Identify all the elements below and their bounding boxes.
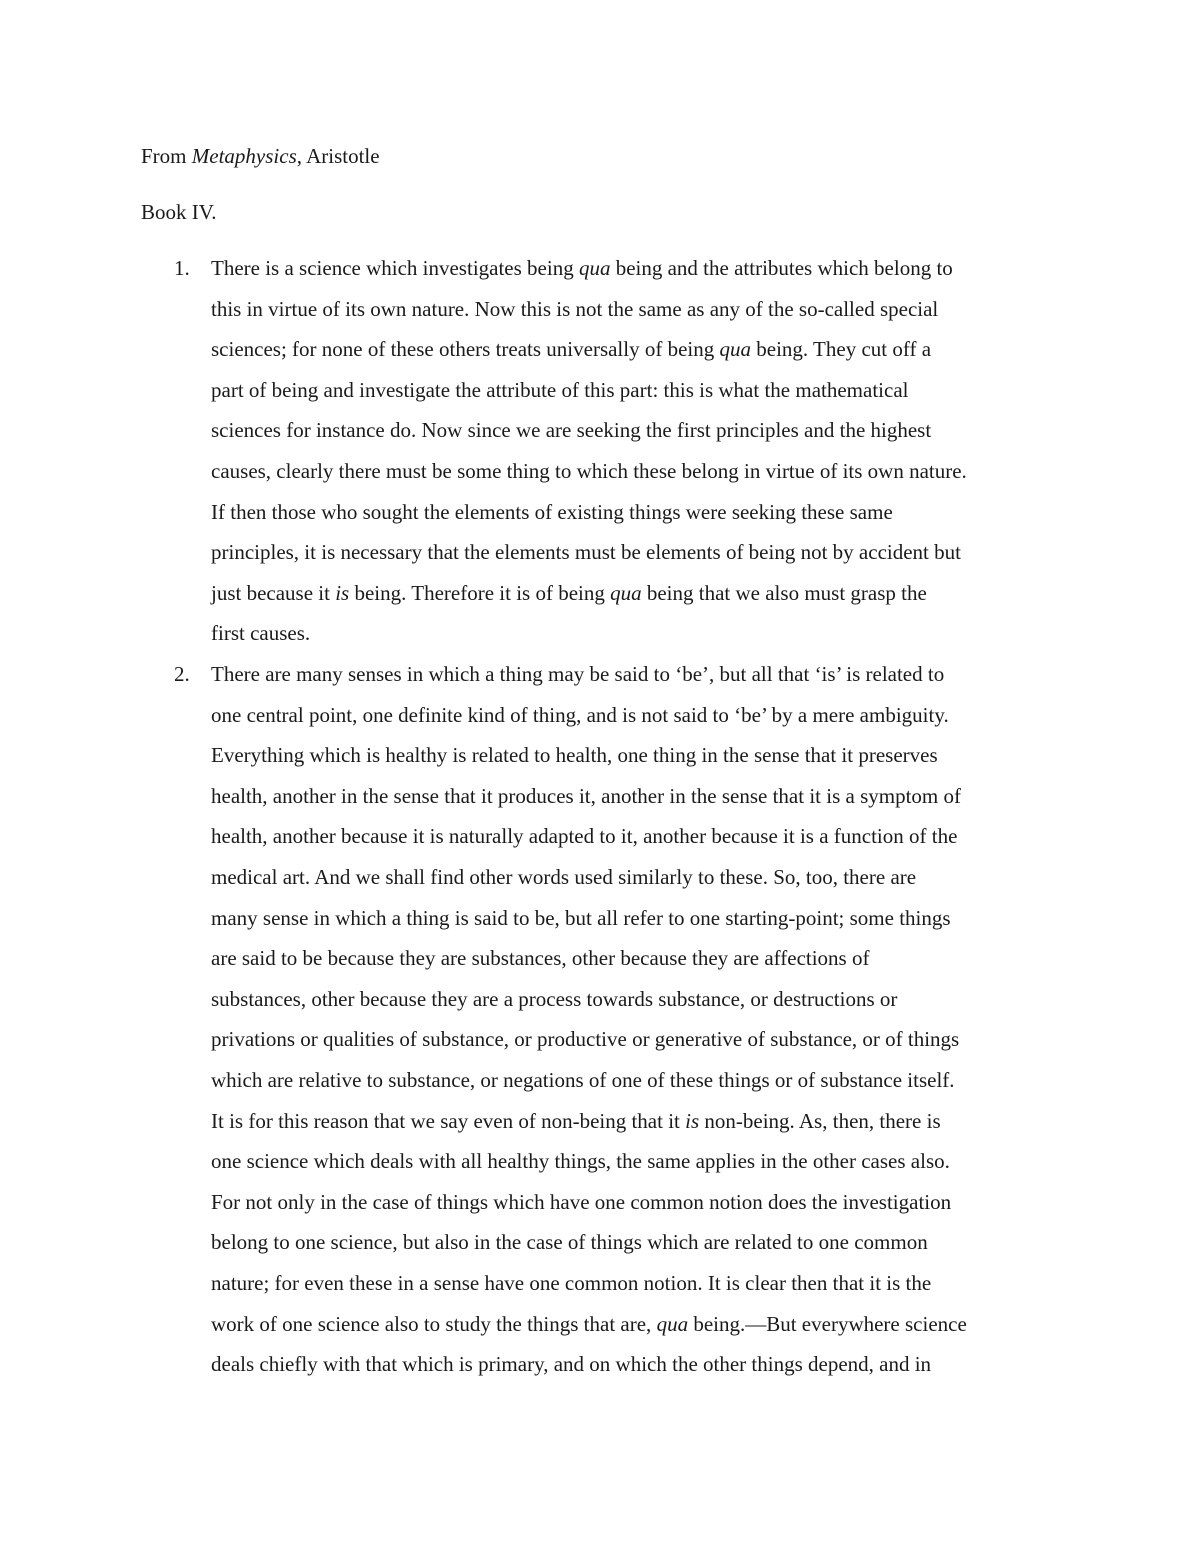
paragraph-line	[211, 1312, 967, 1336]
title-suffix: , Aristotle	[296, 144, 380, 168]
text-run: many sense in which a thing is said to be, but all refer to one starting-point; some things	[211, 905, 951, 930]
text-run: sciences for instance do. Now since we are seeking the first principles and the highest	[211, 418, 932, 443]
list-item-number: 2.	[174, 662, 190, 686]
text-run: non-being. As, then, there is	[699, 1108, 941, 1133]
document-title	[141, 144, 380, 168]
text-run: health, another in the sense that it produces it, another in the sense that it is a symptom of	[211, 783, 961, 808]
paragraph-line	[211, 297, 938, 321]
paragraph-line	[211, 743, 938, 767]
text-run: one central point, one definite kind of thing, and is not said to ‘be’ by a mere ambiguity.	[211, 702, 949, 727]
paragraph-line	[211, 621, 310, 645]
text-run: There is a science which investigates being	[211, 256, 579, 280]
paragraph-line	[211, 1068, 955, 1092]
text-run: causes, clearly there must be some thing to which these belong in virtue of its own nature.	[211, 459, 967, 483]
book-heading: Book IV.	[141, 200, 217, 224]
text-run: health, another because it is naturally adapted to it, another because it is a function of the	[211, 824, 958, 849]
paragraph-line	[211, 824, 957, 848]
text-run: which are relative to substance, or negations of one of these things or of substance itself.	[211, 1068, 955, 1092]
text-run: It is for this reason that we say even of non-being that it	[211, 1108, 686, 1133]
text-run: just because it	[211, 580, 336, 605]
paragraph-line	[211, 1190, 951, 1214]
text-run: belong to one science, but also in the case of things which are related to one common	[211, 1230, 928, 1255]
italic-text: is	[335, 580, 350, 605]
text-run: sciences; for none of these others treats universally of being	[211, 337, 720, 362]
text-run: medical art. And we shall find other words used similarly to these. So, too, there are	[211, 865, 917, 889]
paragraph-line	[211, 500, 893, 524]
paragraph-line	[211, 1230, 928, 1254]
text-run: work of one science also to study the things that are,	[211, 1311, 657, 1336]
text-run: this in virtue of its own nature. Now this is not the same as any of the so-called special	[211, 296, 939, 321]
text-run: being.—But everywhere science	[688, 1311, 967, 1336]
text-run: There are many senses in which a thing may be said to ‘be’, but all that ‘is’ is related to	[211, 662, 945, 686]
text-run: being. They cut off a	[751, 337, 932, 362]
text-run: being and the attributes which belong to	[610, 256, 953, 280]
paragraph-line	[211, 337, 931, 361]
paragraph-line	[211, 256, 953, 280]
paragraph-line	[211, 581, 927, 605]
text-run: part of being and investigate the attribute of this part: this is what the mathematical	[211, 377, 909, 402]
text-run: deals chiefly with that which is primary, and on which the other things depend, and in	[211, 1352, 932, 1377]
paragraph-line	[211, 906, 951, 930]
paragraph-line	[211, 987, 897, 1011]
paragraph-line	[211, 703, 949, 727]
text-run: substances, other because they are a process towards substance, or destructions or	[211, 986, 898, 1011]
paragraph-line	[211, 662, 944, 686]
paragraph-line	[211, 1109, 941, 1133]
text-run: one science which deals with all healthy things, the same applies in the other cases also.	[211, 1149, 950, 1174]
title-prefix: From	[141, 144, 192, 168]
text-run: If then those who sought the elements of existing things were seeking these same	[211, 499, 893, 524]
text-run: principles, it is necessary that the elements must be elements of being not by accident but	[211, 540, 961, 565]
paragraph-line	[211, 1027, 959, 1051]
paragraph-line	[211, 540, 961, 564]
list-item-number: 1.	[174, 256, 190, 280]
italic-text: qua	[656, 1311, 689, 1336]
text-run: For not only in the case of things which have one common notion does the investigation	[211, 1189, 952, 1214]
text-run: Everything which is healthy is related to health, one thing in the sense that it preserves	[211, 743, 938, 768]
paragraph-line	[211, 459, 967, 483]
paragraph-line	[211, 784, 961, 808]
paragraph-line	[211, 378, 908, 402]
paragraph-line	[211, 418, 931, 442]
italic-text: is	[685, 1108, 700, 1133]
title-work: Metaphysics	[191, 144, 297, 168]
italic-text: qua	[719, 337, 752, 362]
paragraph-line	[211, 865, 916, 889]
paragraph-line	[211, 1271, 931, 1295]
text-run: being. Therefore it is of being	[349, 580, 611, 605]
text-run: privations or qualities of substance, or productive or generative of substance, or of things	[211, 1027, 960, 1052]
paragraph-line	[211, 946, 869, 970]
text-run: first causes.	[211, 621, 311, 646]
text-run: nature; for even these in a sense have one common notion. It is clear then that it is the	[211, 1271, 932, 1295]
paragraph-line	[211, 1149, 950, 1173]
italic-text: qua	[578, 256, 611, 280]
text-run: are said to be because they are substances, other because they are affections of	[211, 946, 870, 971]
paragraph-line	[211, 1352, 931, 1376]
italic-text: qua	[610, 580, 642, 605]
text-run: being that we also must grasp the	[641, 580, 927, 605]
